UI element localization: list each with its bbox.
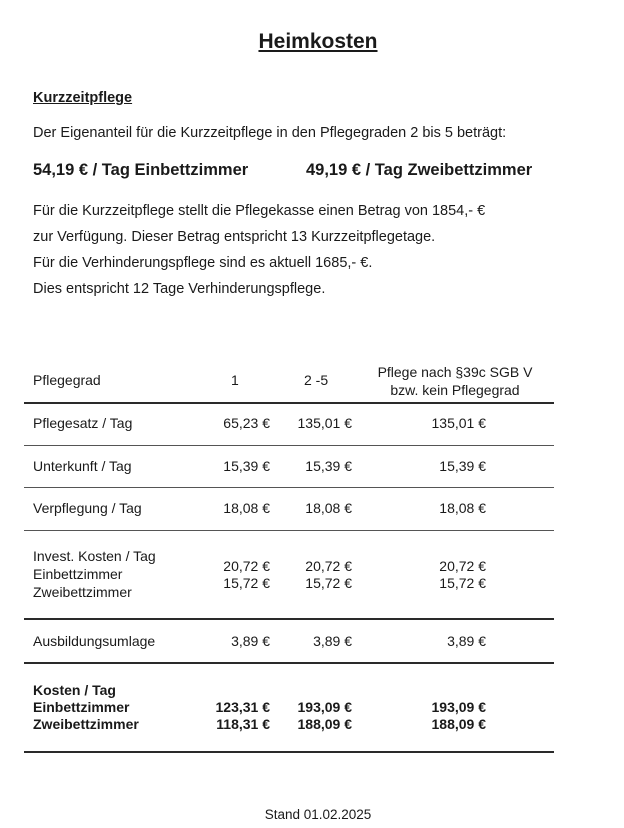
invest-single-col2: 20,72 € [305,558,352,574]
total-double-col2: 188,09 € [297,716,352,732]
header-col3-line1: Pflege nach §39c SGB V [377,364,533,380]
row-value-col1: 15,39 € [223,458,270,474]
total-single-col2: 193,09 € [297,699,352,715]
section-title: Kurzzeitpflege [33,90,133,106]
row-value-col3: 135,01 € [431,415,486,431]
paragraph-line: Dies entspricht 12 Tage Verhinderungspflege. [33,281,326,297]
paragraph-line: Für die Kurzzeitpflege stellt die Pflegekasse einen Betrag von 1854,- € [33,203,486,219]
footer-date: Stand 01.02.2025 [264,807,372,822]
invest-label: Invest. Kosten / Tag [33,548,156,564]
table-divider [24,751,554,753]
row-value-col3: 15,39 € [439,458,486,474]
total-single-col1: 123,31 € [215,699,270,715]
invest-single-col3: 20,72 € [439,558,486,574]
invest-double-col1: 15,72 € [223,575,270,591]
table-divider [24,487,554,488]
table-divider [24,618,554,620]
header-pflegegrad: Pflegegrad [33,372,101,388]
invest-double-col3: 15,72 € [439,575,486,591]
rate-double: 49,19 € / Tag Zweibettzimmer [306,161,533,179]
paragraph-line: zur Verfügung. Dieser Betrag entspricht 13 Kurzzeitpflegetage. [33,229,436,245]
total-double-col3: 188,09 € [431,716,486,732]
header-col1: 1 [231,372,239,388]
row-value-col2: 15,39 € [305,458,352,474]
row-label: Pflegesatz / Tag [33,415,133,431]
table-divider [24,402,554,404]
training-label: Ausbildungsumlage [33,633,156,649]
table-divider [24,445,554,446]
row-value-col2: 18,08 € [305,500,352,516]
header-col3-line2: bzw. kein Pflegegrad [390,382,520,398]
total-single-col3: 193,09 € [431,699,486,715]
row-value-col1: 18,08 € [223,500,270,516]
invest-double-col2: 15,72 € [305,575,352,591]
row-value-col3: 18,08 € [439,500,486,516]
total-single-label: Einbettzimmer [33,699,130,715]
training-col2: 3,89 € [313,633,352,649]
rate-single: 54,19 € / Tag Einbettzimmer [33,161,249,179]
row-label: Verpflegung / Tag [33,500,142,516]
total-double-col1: 118,31 € [216,716,270,732]
table-divider [24,662,554,664]
invest-single-col1: 20,72 € [223,558,270,574]
row-label: Unterkunft / Tag [33,458,132,474]
row-value-col1: 65,23 € [223,415,270,431]
row-value-col2: 135,01 € [297,415,352,431]
table-divider [24,530,554,531]
total-double-label: Zweibettzimmer [33,716,139,732]
training-col1: 3,89 € [231,633,270,649]
total-label: Kosten / Tag [33,682,116,698]
training-col3: 3,89 € [447,633,486,649]
page-title: Heimkosten [258,30,378,53]
header-col2: 2 -5 [304,372,329,388]
intro-text: Der Eigenanteil für die Kurzzeitpflege in den Pflegegraden 2 bis 5 beträgt: [33,125,507,141]
invest-double-label: Zweibettzimmer [33,584,132,600]
invest-single-label: Einbettzimmer [33,566,123,582]
paragraph-line: Für die Verhinderungspflege sind es aktuell 1685,- €. [33,255,373,271]
